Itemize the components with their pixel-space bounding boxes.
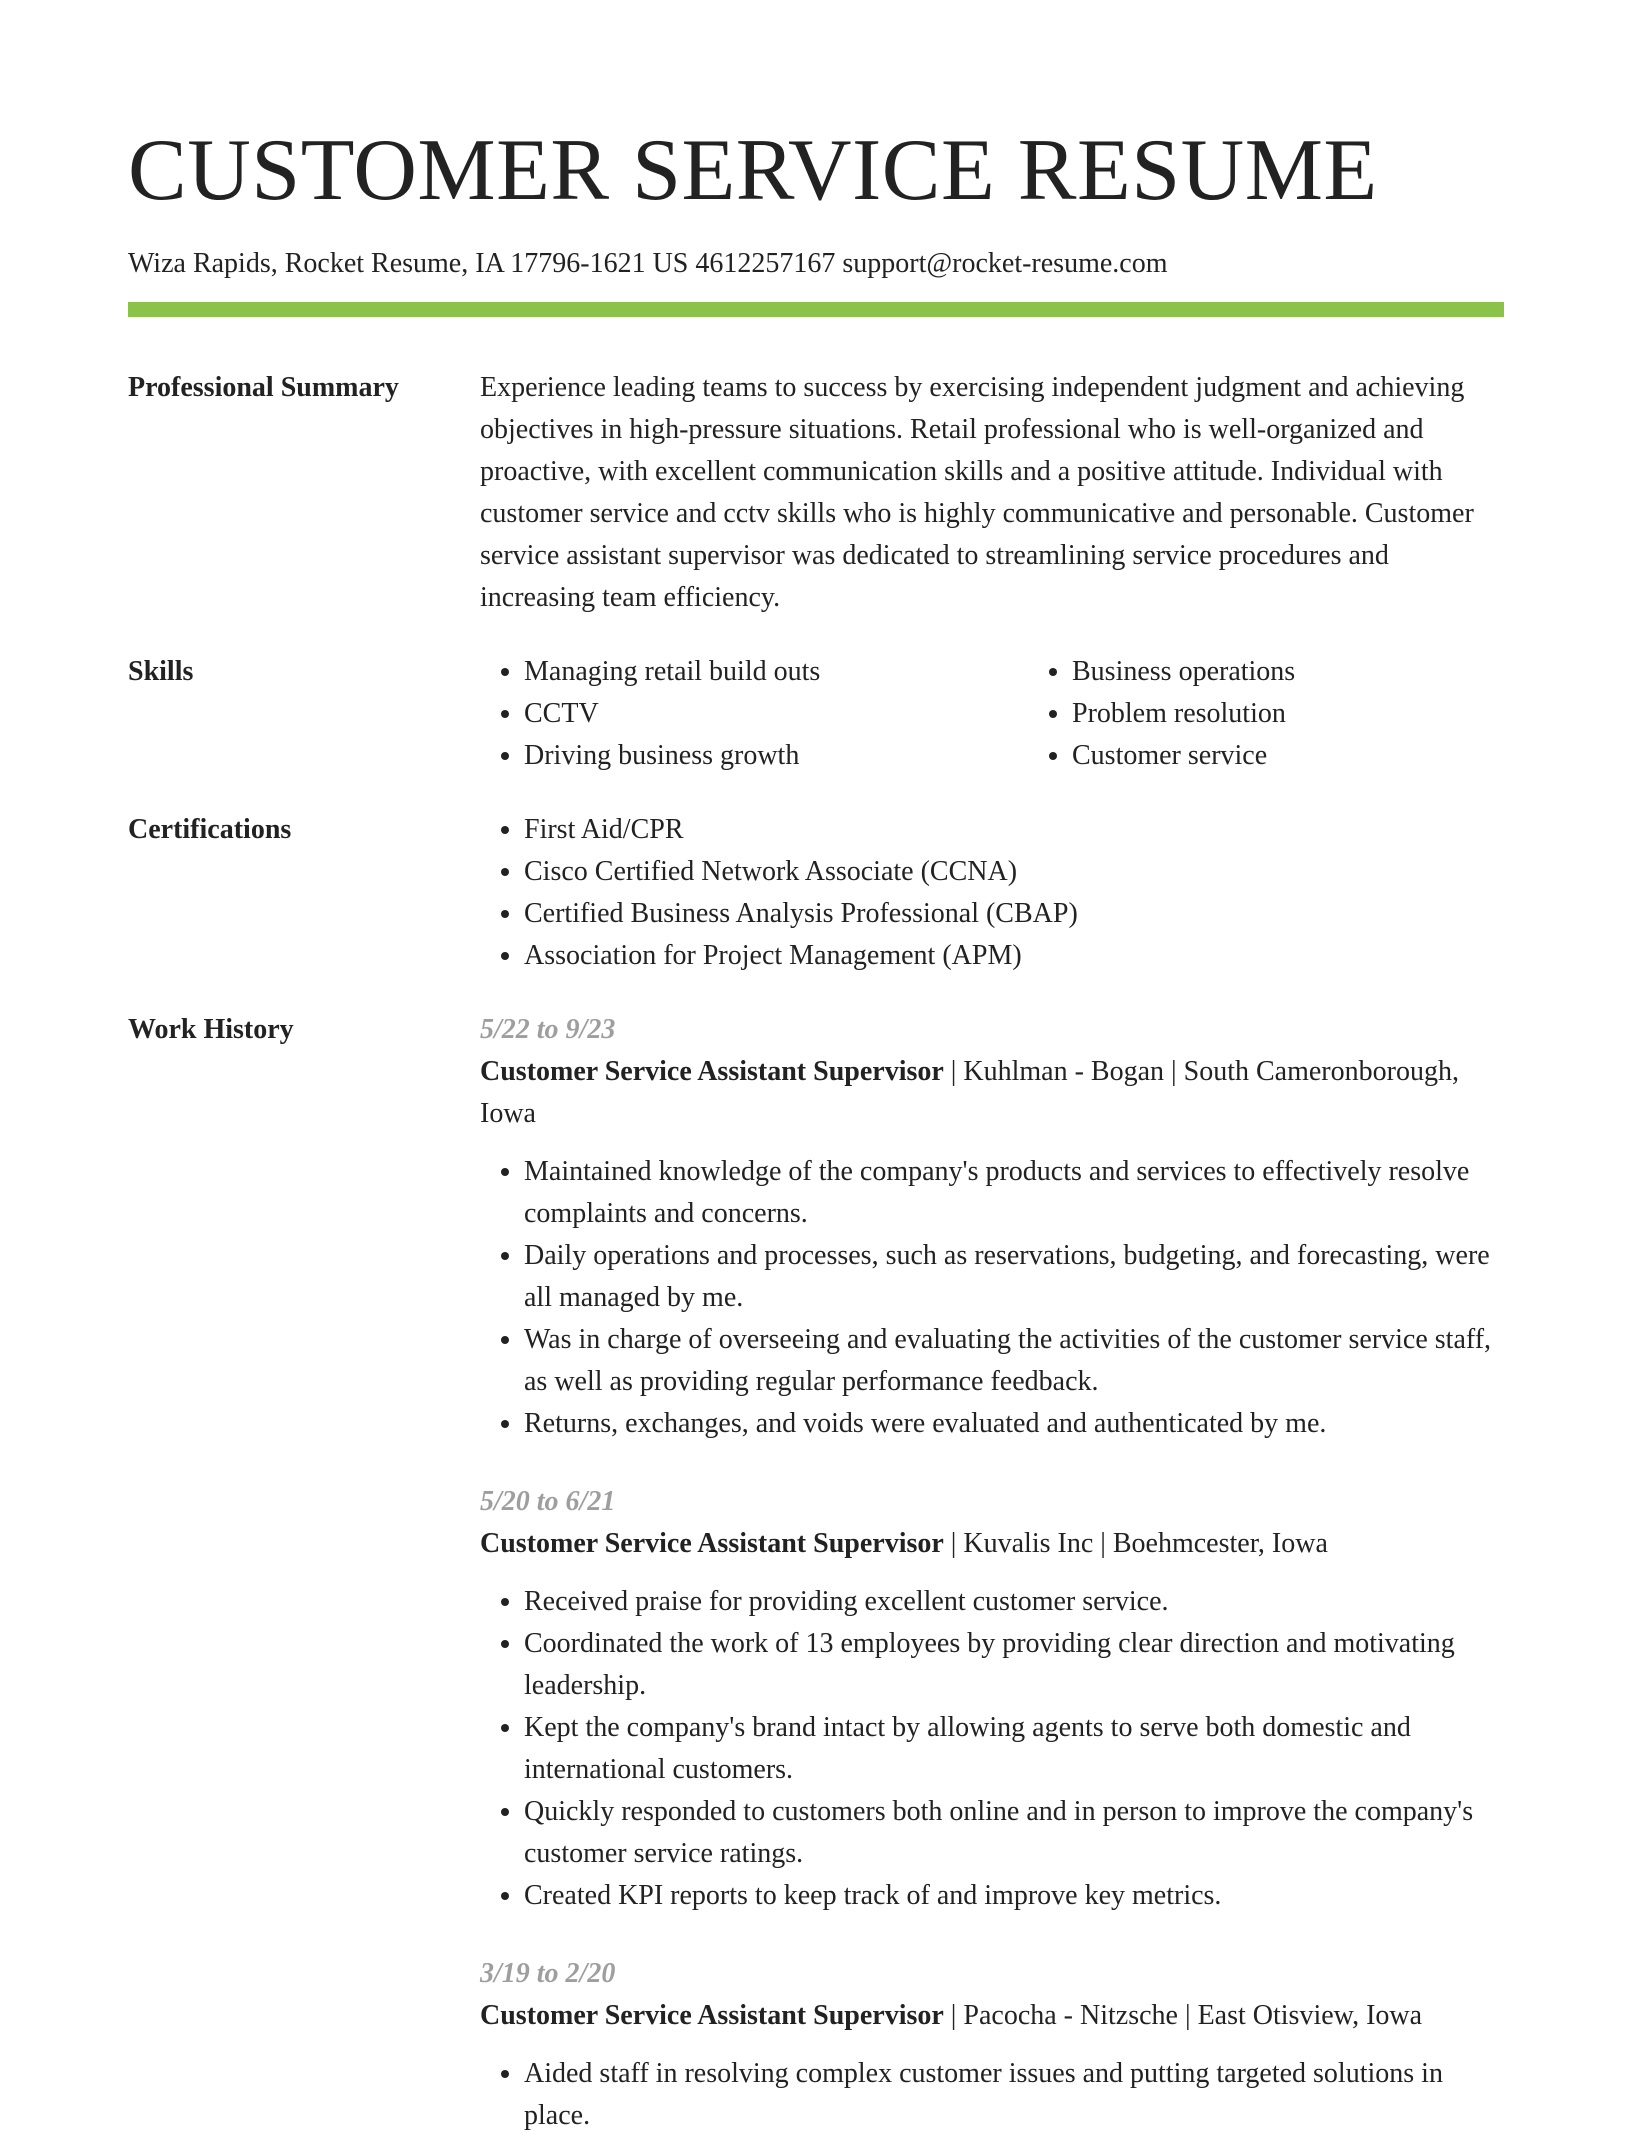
job-heading bbox=[480, 1995, 1504, 2037]
skill-item: • Customer service bbox=[1072, 735, 1576, 777]
job-bullet: • Received praise for providing excellent customer service. bbox=[524, 1581, 1504, 1623]
job-entry bbox=[480, 1009, 1504, 1445]
job-bullets bbox=[480, 1581, 1504, 1917]
skills-section bbox=[128, 651, 1504, 777]
contact-line: Wiza Rapids, Rocket Resume, IA 17796-1621 US 4612257167 support@rocket-resume.com bbox=[128, 248, 1168, 279]
skills-grid bbox=[480, 651, 1576, 777]
section-label-summary: Professional Summary bbox=[128, 372, 399, 403]
skills-column-2 bbox=[1028, 651, 1576, 777]
job-bullet: • Aided staff in resolving complex customer issues and putting targeted solutions in place. bbox=[524, 2053, 1504, 2137]
work-history-section bbox=[128, 1009, 1504, 2137]
skill-item: • Managing retail build outs bbox=[524, 651, 1028, 693]
certifications-list bbox=[480, 809, 1504, 977]
skill-item: • Problem resolution bbox=[1072, 693, 1576, 735]
resume-title: CUSTOMER SERVICE RESUME bbox=[128, 122, 1378, 219]
certifications-body bbox=[480, 809, 1504, 977]
job-title: Customer Service Assistant Supervisor bbox=[480, 1528, 944, 1559]
certification-item: • Cisco Certified Network Associate (CCNA) bbox=[524, 851, 1504, 893]
job-employer-location: | Kuhlman - Bogan | South Cameronborough, Iowa bbox=[480, 1056, 1459, 1129]
job-title: Customer Service Assistant Supervisor bbox=[480, 2000, 944, 2031]
certifications-section bbox=[128, 809, 1504, 977]
job-heading bbox=[480, 1523, 1504, 1565]
certification-item: • First Aid/CPR bbox=[524, 809, 1504, 851]
job-bullet: • Coordinated the work of 13 employees by providing clear direction and motivating leadership. bbox=[524, 1623, 1504, 1707]
job-bullet: • Kept the company's brand intact by allowing agents to serve both domestic and international customers. bbox=[524, 1707, 1504, 1791]
job-title: Customer Service Assistant Supervisor bbox=[480, 1056, 944, 1087]
job-dates: 3/19 to 2/20 bbox=[480, 1958, 616, 1989]
job-bullets bbox=[480, 1151, 1504, 1445]
job-bullet: • Daily operations and processes, such as reservations, budgeting, and forecasting, were all managed by me. bbox=[524, 1235, 1504, 1319]
summary-text: Experience leading teams to success by exercising independent judgment and achieving objectives in high-pressure situations. Retail professional who is well-organized and proactive, with excellent communication skills and a positive attitude. Individual with customer service and cctv skills who is highly communicative and personable. Customer service assistant supervisor was dedicated to streamlining service procedures and increasing team efficiency. bbox=[480, 372, 1474, 613]
section-label-skills: Skills bbox=[128, 656, 194, 687]
skill-item: • CCTV bbox=[524, 693, 1028, 735]
skill-item: • Business operations bbox=[1072, 651, 1576, 693]
job-bullet: • Quickly responded to customers both online and in person to improve the company's customer service ratings. bbox=[524, 1791, 1504, 1875]
job-dates: 5/22 to 9/23 bbox=[480, 1014, 616, 1045]
skills-column-1 bbox=[480, 651, 1028, 777]
section-label-work-history: Work History bbox=[128, 1014, 294, 1045]
job-entry bbox=[480, 1481, 1504, 1917]
resume-page bbox=[128, 0, 1504, 2137]
job-employer-location: | Pacocha - Nitzsche | East Otisview, Iowa bbox=[943, 2000, 1423, 2031]
job-entry bbox=[480, 1953, 1504, 2137]
work-history-body bbox=[480, 1009, 1504, 2137]
job-heading bbox=[480, 1051, 1504, 1135]
summary-body bbox=[480, 367, 1504, 619]
certification-item: • Association for Project Management (APM) bbox=[524, 935, 1504, 977]
certification-item: • Certified Business Analysis Professional (CBAP) bbox=[524, 893, 1504, 935]
accent-divider bbox=[128, 302, 1504, 317]
skill-item: • Driving business growth bbox=[524, 735, 1028, 777]
job-bullets bbox=[480, 2053, 1504, 2137]
job-bullet: • Returns, exchanges, and voids were evaluated and authenticated by me. bbox=[524, 1403, 1504, 1445]
job-dates: 5/20 to 6/21 bbox=[480, 1486, 616, 1517]
section-label-certifications: Certifications bbox=[128, 814, 292, 845]
job-bullet: • Created KPI reports to keep track of and improve key metrics. bbox=[524, 1875, 1504, 1917]
summary-section bbox=[128, 367, 1504, 619]
job-bullet: • Maintained knowledge of the company's products and services to effectively resolve complaints and concerns. bbox=[524, 1151, 1504, 1235]
job-employer-location: | Kuvalis Inc | Boehmcester, Iowa bbox=[943, 1528, 1328, 1559]
job-bullet: • Was in charge of overseeing and evaluating the activities of the customer service staff, as well as providing regular performance feedback. bbox=[524, 1319, 1504, 1403]
